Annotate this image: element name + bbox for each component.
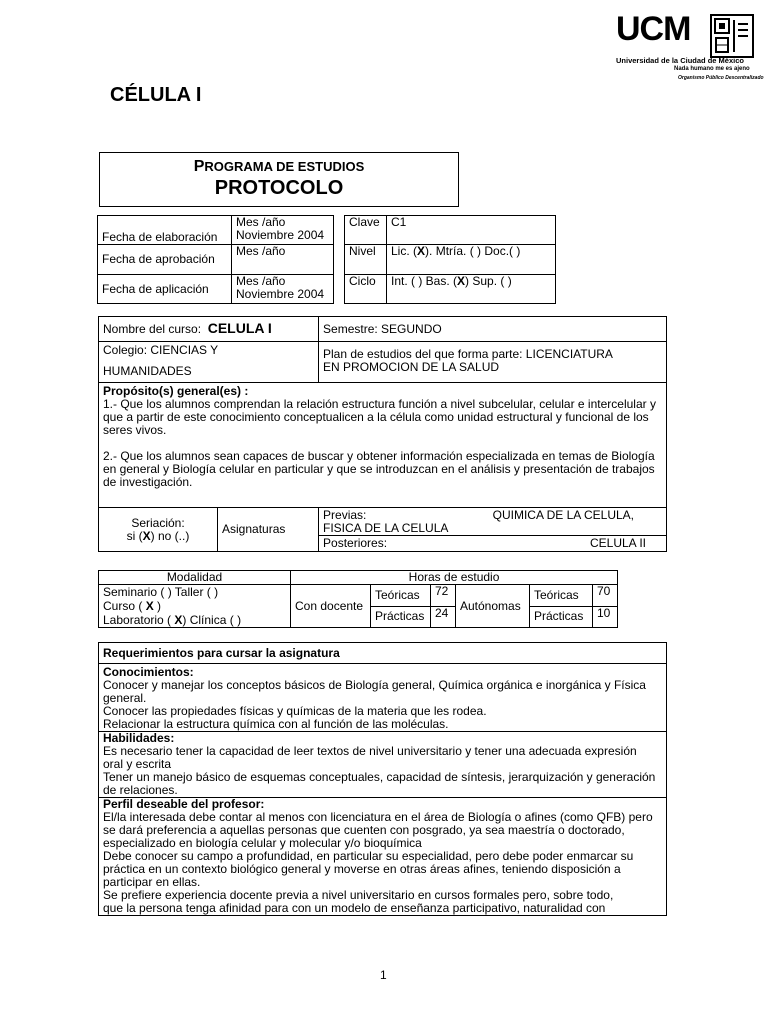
logo-tagline: Organismo Público Descentralizado — [678, 75, 764, 81]
skills-heading: Habilidades: — [103, 731, 175, 745]
clave-label: Clave — [345, 216, 387, 245]
ciclo-value: Int. ( ) Bas. (X) Sup. ( ) — [387, 275, 556, 304]
logo-emblem-icon — [710, 14, 754, 58]
semester: Semestre: SEGUNDO — [319, 317, 667, 342]
hours-table — [98, 570, 618, 628]
auto-theory-hours: 70 — [593, 585, 618, 607]
purpose-2: 2.- Que los alumnos sean capaces de buscar y obtener información especializada en temas de Biología en general y Biología celular en particular y que se introduzcan en el análisis y presentación de trabajos de investigación. — [103, 449, 655, 489]
date-value: Mes /año — [232, 245, 334, 275]
date-value: Mes /año Noviembre 2004 — [232, 216, 334, 245]
knowledge-cell: Conocimientos: Conocer y manejar los conceptos básicos de Biología general, Química orgánica e inorgánica y Física general. Conocer las propiedades físicas y químicas de la materia que les rodea. Relacionar la estructura química con al función de las moléculas. — [99, 664, 667, 732]
codes-table — [344, 215, 556, 304]
logo-wordmark: UCM — [616, 10, 691, 48]
seriation-cell: Seriación: si (X) no (..) — [99, 508, 218, 552]
nivel-value: Lic. (X). Mtría. ( ) Doc.( ) — [387, 245, 556, 275]
date-label: Fecha de aprobación — [98, 245, 232, 275]
profile-heading: Perfil deseable del profesor: — [103, 797, 265, 811]
program-box — [99, 152, 459, 207]
teacher-theory-hours: 72 — [431, 585, 456, 607]
teacher-theory-label: Teóricas — [371, 585, 431, 607]
hours-header: Horas de estudio — [291, 571, 618, 585]
program-heading: PROGRAMA DE ESTUDIOS — [193, 158, 365, 175]
teacher-practice-hours: 24 — [431, 606, 456, 628]
auto-theory-label: Teóricas — [530, 585, 593, 607]
purpose-cell — [99, 383, 667, 508]
teacher-practice-label: Prácticas — [371, 606, 431, 628]
date-label: Fecha de elaboración — [98, 216, 232, 245]
college-cell: Colegio: CIENCIAS Y HUMANIDADES — [99, 342, 319, 383]
course-table — [98, 316, 667, 552]
date-value: Mes /año Noviembre 2004 — [232, 275, 334, 304]
dates-table — [97, 215, 334, 304]
ciclo-label: Ciclo — [345, 275, 387, 304]
next-cell: Posteriores: CELULA II — [319, 536, 667, 552]
purpose-1: 1.- Que los alumnos comprendan la relación estructura función a nivel subcelular, celular e intercelular y que a partir de este conocimiento conceptualicen a la célula como unidad estructural y funcional de los seres vivos. — [103, 397, 656, 437]
course-name-cell: Nombre del curso: CELULA I — [99, 317, 319, 342]
plan-cell: Plan de estudios del que forma parte: LICENCIATURA EN PROMOCION DE LA SALUD — [319, 342, 667, 383]
logo-motto: Nada humano me es ajeno — [674, 66, 750, 72]
with-teacher-label: Con docente — [291, 585, 371, 628]
profile-cell: Perfil deseable del profesor: El/la interesada debe contar al menos con licenciatura en el área de Biología o afines (como QFB) pero se dará preferencia a aquellas personas que cuenten con posgrado, ya sea maestría o doctorado, especializado en biología celular y molecular y/o bioquímica Debe conocer su campo a profundidad, en particular su especialidad, pero debe poder enmarcar su práctica en un contexto biológico general y moverse en otras áreas afines, teniendo disposición a participar en ellas. Se prefiere experiencia docente previa a nivel universitario en cursos formales pero, sobre todo, que la persona tenga afinidad para con un modelo de enseñanza participativo, naturalidad con — [99, 798, 667, 916]
previous-cell: Previas: QUIMICA DE LA CELULA, FISICA DE LA CELULA — [319, 508, 667, 536]
modality-cell: Seminario ( ) Taller ( ) Curso ( X ) Laboratorio ( X) Clínica ( ) — [99, 585, 291, 628]
skills-cell: Habilidades: Es necesario tener la capacidad de leer textos de nivel universitario y tener una adecuada expresión oral y escrita Tener un manejo básico de esquemas conceptuales, capacidad de síntesis, jerarquización y generación de relaciones. — [99, 732, 667, 798]
knowledge-heading: Conocimientos: — [103, 665, 194, 679]
requirements-table — [98, 642, 667, 916]
date-label: Fecha de aplicación — [98, 275, 232, 304]
ucm-logo — [616, 12, 764, 80]
nivel-label: Nivel — [345, 245, 387, 275]
emblem-icon — [712, 16, 752, 56]
auto-practice-label: Prácticas — [530, 606, 593, 628]
autonomous-label: Autónomas — [456, 585, 530, 628]
modality-header: Modalidad — [99, 571, 291, 585]
program-subtitle: PROTOCOLO — [214, 177, 344, 199]
subjects-label: Asignaturas — [218, 508, 319, 552]
purpose-heading: Propósito(s) general(es) : — [103, 384, 249, 398]
clave-value: C1 — [387, 216, 556, 245]
logo-university: Universidad de la Ciudad de México — [616, 56, 744, 65]
auto-practice-hours: 10 — [593, 606, 618, 628]
requirements-heading: Requerimientos para cursar la asignatura — [99, 643, 667, 664]
course-name: CELULA I — [207, 320, 272, 336]
page-number: 1 — [380, 968, 387, 982]
document-title: CÉLULA I — [110, 84, 202, 106]
